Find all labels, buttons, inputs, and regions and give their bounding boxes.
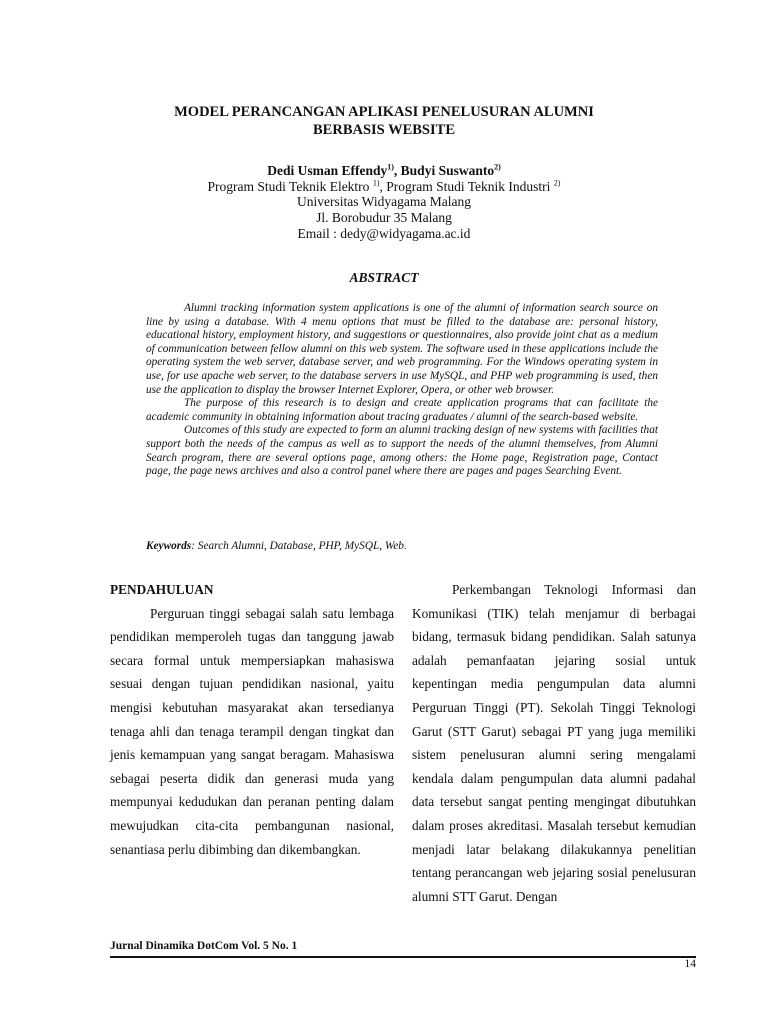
author-names <box>100 163 668 179</box>
author-block <box>100 163 668 242</box>
page-number: 14 <box>684 958 696 970</box>
paper-title <box>100 103 668 139</box>
address: Jl. Borobudur 35 Malang <box>316 210 452 226</box>
author-1: Dedi Usman Effendy <box>267 163 388 178</box>
affiliation-2-sup: 2) <box>553 178 561 188</box>
abstract-heading: ABSTRACT <box>349 270 419 285</box>
right-column <box>412 578 696 908</box>
title-line-2: BERBASIS WEBSITE <box>313 122 455 138</box>
abstract-paragraph-2: The purpose of this research is to design and create application programs that can facilitate the academic community in obtaining information about tracing graduates / alumni of the search-based website. <box>146 397 658 423</box>
affiliation <box>100 179 668 195</box>
author-2: Budyi Suswanto <box>400 163 495 178</box>
right-paragraph: Perkembangan Teknologi Informasi dan Komunikasi (TIK) telah menjamur di berbagai bidang, termasuk bidang pendidikan. Salah satunya adalah pemanfaatan jejaring sosial untuk kepentingan media pengumpulan data alumni Perguruan Tinggi (PT). Sekolah Tinggi Teknologi Garut (STT Garut) sebagai PT yang juga memiliki sistem penelusuran alumni sering mengalami kendala dalam pengumpulan data alumni padahal data tersebut sangat penting mengingat dibutuhkan dalam proses akreditasi. Masalah tersebut kemudian menjadi latar belakang dilakukannya penelitian tentang perancangan web jejaring sosial penelusuran alumni STT Garut. Dengan <box>412 582 696 904</box>
author-1-sup: 1) <box>387 162 394 172</box>
keywords-text: : Search Alumni, Database, PHP, MySQL, Web. <box>191 540 407 552</box>
journal-footer: Jurnal Dinamika DotCom Vol. 5 No. 1 <box>110 940 298 952</box>
footer-rule <box>110 956 696 958</box>
section-heading: PENDAHULUAN <box>110 582 214 597</box>
affiliation-1-sup: 1) <box>372 178 380 188</box>
abstract-paragraph-1: Alumni tracking information system applications is one of the alumni of information search source on line by using a database. With 4 menu options that must be filled to the database are: personal history, educational history, employment history, and suggestions or questionnaires, also provide joint chat as a medium of communication between fellow alumni on this web system. The software used in these applications include the operating system the web server, database server, and web programming. For the Windows operating system in use, for use apache web server, to the database servers in use MySQL, and PHP web programming is used, then use the application to display the browser Internet Explorer, Opera, or other web browser. <box>146 302 658 396</box>
abstract-paragraph-3: Outcomes of this study are expected to form an alumni tracking design of new systems with facilities that support both the needs of the campus as well as to support the needs of the alumni themselves, from Alumni Search program, there are several options page, among others: the Home page, Registration page, Contact page, the page news archives and also a control panel where there are pages and pages Searching Event. <box>146 424 658 478</box>
affiliation-1: Program Studi Teknik Elektro <box>207 178 370 194</box>
email: Email : dedy@widyagama.ac.id <box>297 225 471 241</box>
abstract-body <box>146 302 658 479</box>
left-column <box>110 578 394 861</box>
author-separator: , <box>393 163 401 178</box>
keywords <box>146 540 658 552</box>
affiliation-2: , Program Studi Teknik Industri <box>379 178 551 194</box>
university: Universitas Widyagama Malang <box>297 194 471 210</box>
author-2-sup: 2) <box>494 162 501 172</box>
left-paragraph: Perguruan tinggi sebagai salah satu lembaga pendidikan memperoleh tugas dan tanggung jawab secara formal untuk mempersiapkan mahasiswa sesuai dengan tujuan pendidikan nasional, yaitu mengisi kebutuhan masyarakat akan tersedianya tenaga ahli dan tenaga terampil dengan tingkat dan jenis kemampuan yang sangat beragam. Mahasiswa sebagai peserta didik dan generasi muda yang mempunyai kedudukan dan peranan penting dalam mewujudkan cita-cita pembangunan nasional, senantiasa perlu dibimbing dan dikembangkan. <box>110 605 394 857</box>
title-line-1: MODEL PERANCANGAN APLIKASI PENELUSURAN ALUMNI <box>174 104 594 120</box>
keywords-label: Keywords <box>146 540 192 552</box>
